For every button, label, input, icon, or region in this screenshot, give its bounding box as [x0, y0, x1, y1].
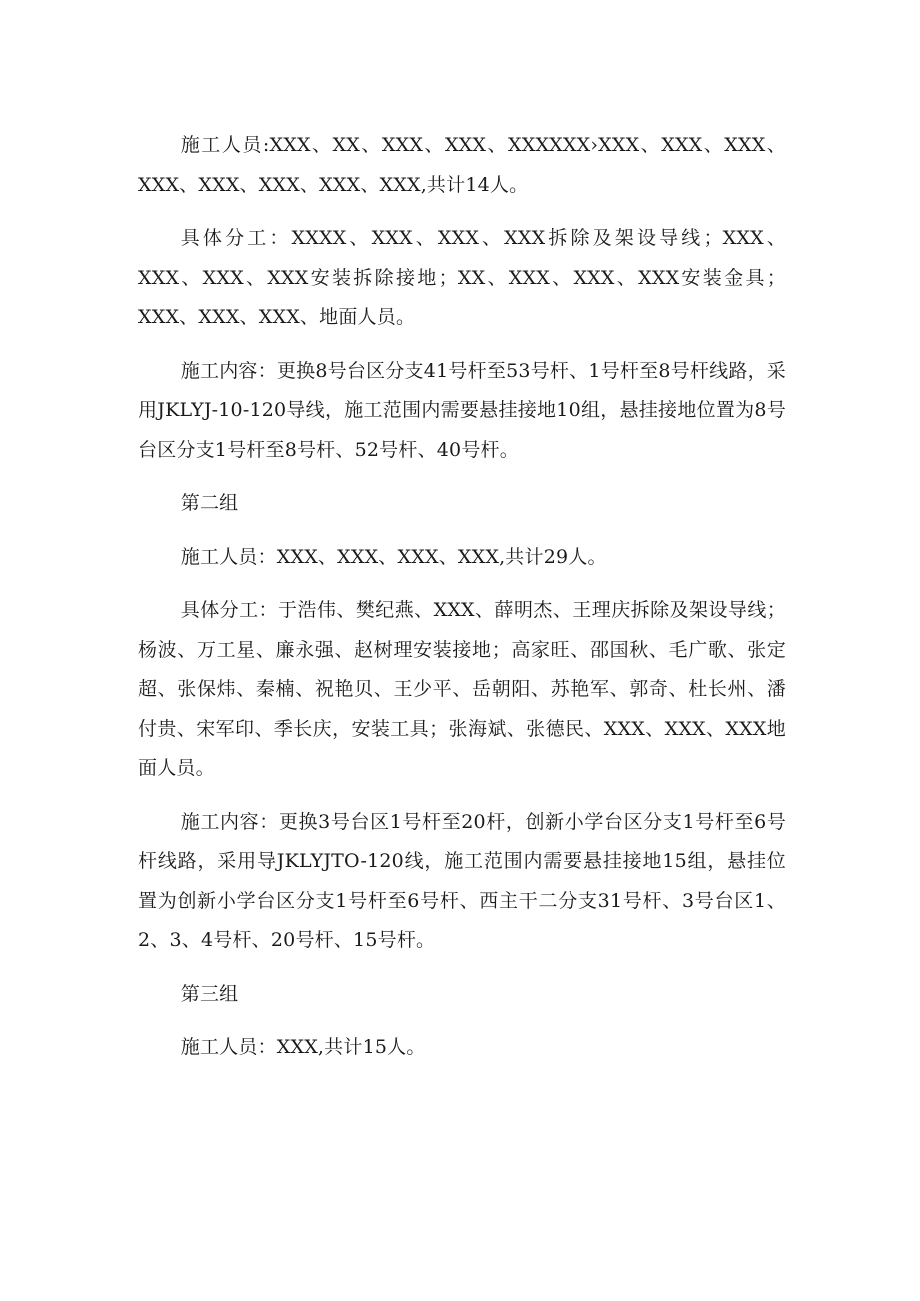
paragraph-work-content: 施工内容：更换3号台区1号杆至20杆，创新小学台区分支1号杆至6号杆线路，采用导JKLYJTO-120线，施工范围内需要悬挂接地15组，悬挂位置为创新小学台区分支1号杆至6号杆、西主干二分支31号杆、3号台区1、2、3、4号杆、20号杆、15号杆。: [138, 810, 786, 951]
paragraph-crew-members: 施工人员：XXX、XXX、XXX、XXX,共计29人。: [180, 545, 607, 568]
paragraph-work-content: 施工内容：更换8号台区分支41号杆至53号杆、1号杆至8号杆线路，采用JKLYJ-10-120导线，施工范围内需要悬挂接地10组，悬挂接地位置为8号台区分支1号杆至8号杆、52号杆、40号杆。: [138, 359, 786, 461]
document-body: [138, 126, 786, 1082]
paragraph-task-division: 具体分工：XXXX、XXX、XXX、XXX拆除及架设导线；XXX、XXX、XXX、XXX安装拆除接地；XX、XXX、XXX、XXX安装金具；XXX、XXX、XXX、地面人员。: [138, 227, 786, 328]
paragraph-crew-members: 施工人员：XXX,共计15人。: [180, 1036, 426, 1058]
group-heading-2: 第二组: [180, 492, 239, 514]
paragraph-crew-members: 施工人员:XXX、XX、XXX、XXX、XXXXXX›XXX、XXX、XXX、XXX、XXX、XXX、XXX、XXX,共计14人。: [138, 134, 786, 196]
group-heading-3: 第三组: [180, 982, 239, 1005]
paragraph-task-division: 具体分工：于浩伟、樊纪燕、XXX、薛明杰、王理庆拆除及架设导线；杨波、万工星、廉永强、赵树理安装接地；高家旺、邵国秋、毛广歌、张定超、张保炜、秦楠、祝艳贝、王少平、岳朝阳、苏艳军、郭奇、杜长州、潘付贵、宋军印、季长庆，安装工具；张海斌、张德民、XXX、XXX、XXX地面人员。: [138, 599, 786, 779]
